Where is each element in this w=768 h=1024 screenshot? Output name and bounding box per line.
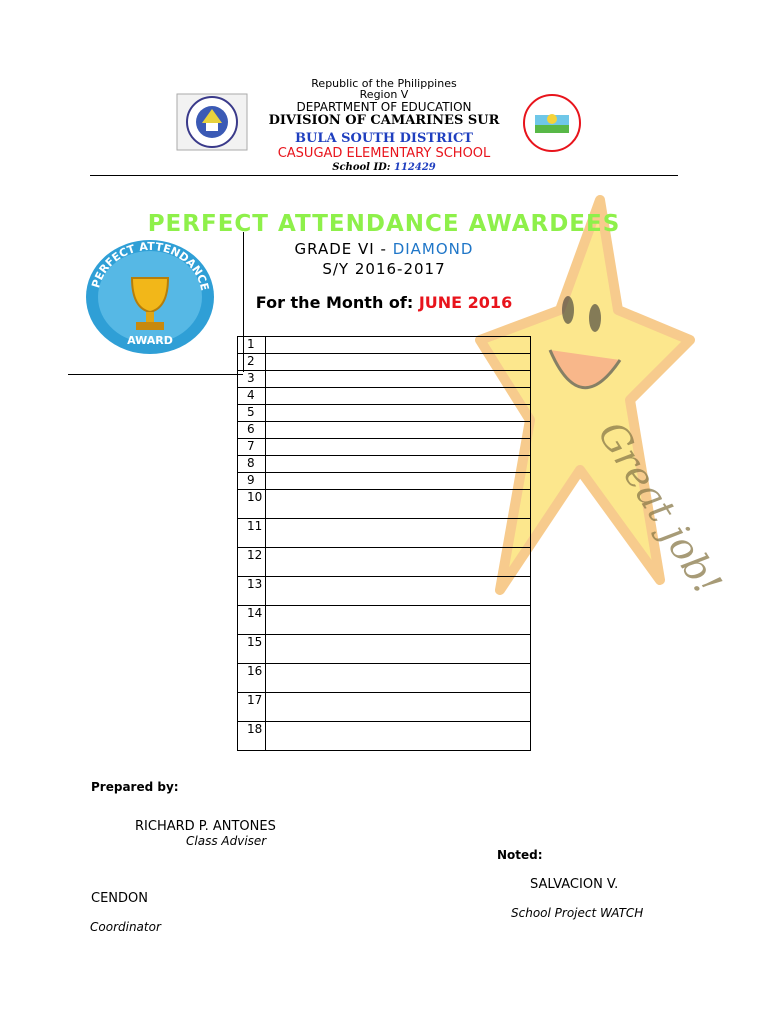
row-number: 18 xyxy=(238,722,266,751)
table-row xyxy=(238,548,531,577)
table-row xyxy=(238,405,531,422)
month-label: For the Month of: xyxy=(255,293,419,312)
row-number: 5 xyxy=(238,405,266,422)
perfect-attendance-badge xyxy=(84,238,216,356)
awardee-name-cell xyxy=(266,606,531,635)
noted-name-cont: CENDON xyxy=(91,891,148,906)
section-name: DIAMOND xyxy=(392,240,474,258)
awardee-name-cell xyxy=(266,337,531,354)
awardee-name-cell xyxy=(266,388,531,405)
badge-top-text: PERFECT ATTENDANCE xyxy=(89,239,212,292)
deped-seal-logo xyxy=(176,93,248,151)
table-row xyxy=(238,577,531,606)
page-title: PERFECT ATTENDANCE AWARDEES xyxy=(147,211,621,237)
row-number: 4 xyxy=(238,388,266,405)
header-divider xyxy=(90,175,678,176)
awardee-name-cell xyxy=(266,456,531,473)
row-number: 10 xyxy=(238,490,266,519)
awardee-name-cell xyxy=(266,371,531,388)
table-row xyxy=(238,693,531,722)
awardee-name-cell xyxy=(266,422,531,439)
noted-label: Noted: xyxy=(497,848,543,862)
noted-role-cont: Coordinator xyxy=(90,920,161,934)
awardee-name-cell xyxy=(266,354,531,371)
awardee-name-cell xyxy=(266,577,531,606)
awardee-name-cell xyxy=(266,519,531,548)
row-number: 2 xyxy=(238,354,266,371)
row-number: 15 xyxy=(238,635,266,664)
awardee-name-cell xyxy=(266,490,531,519)
star-text: Great job! xyxy=(589,413,731,603)
awardee-name-cell xyxy=(266,548,531,577)
prepared-by-label: Prepared by: xyxy=(91,780,179,794)
table-row xyxy=(238,664,531,693)
awardee-name-cell xyxy=(266,405,531,422)
school-year: S/Y 2016-2017 xyxy=(322,260,446,278)
row-number: 16 xyxy=(238,664,266,693)
row-number: 17 xyxy=(238,693,266,722)
school-id-value: 112429 xyxy=(393,162,436,173)
school-id-label: School ID: xyxy=(332,162,391,173)
table-row xyxy=(238,635,531,664)
table-row xyxy=(238,722,531,751)
month-value: JUNE 2016 xyxy=(418,293,513,312)
table-row xyxy=(238,439,531,456)
region-line: Region V xyxy=(359,88,409,101)
row-number: 6 xyxy=(238,422,266,439)
table-row xyxy=(238,422,531,439)
badge-frame-horizontal xyxy=(68,374,243,375)
school-line: CASUGAD ELEMENTARY SCHOOL xyxy=(277,146,491,161)
table-row xyxy=(238,388,531,405)
row-number: 8 xyxy=(238,456,266,473)
table-row xyxy=(238,371,531,388)
table-row xyxy=(238,473,531,490)
noted-role: School Project WATCH xyxy=(511,906,644,920)
awardee-rows xyxy=(238,337,531,751)
adviser-role: Class Adviser xyxy=(186,834,267,848)
row-number: 13 xyxy=(238,577,266,606)
row-number: 1 xyxy=(238,337,266,354)
awardee-name-cell xyxy=(266,722,531,751)
adviser-name: RICHARD P. ANTONES xyxy=(135,819,276,834)
awardee-name-cell xyxy=(266,664,531,693)
table-row xyxy=(238,337,531,354)
table-row xyxy=(238,354,531,371)
school-id-line xyxy=(0,162,768,173)
republic-line: Republic of the Philippines xyxy=(311,77,457,90)
row-number: 12 xyxy=(238,548,266,577)
grade-label: GRADE VI - xyxy=(294,240,393,258)
bula-south-district-logo xyxy=(515,93,590,153)
awardee-name-cell xyxy=(266,693,531,722)
row-number: 9 xyxy=(238,473,266,490)
table-row xyxy=(238,490,531,519)
row-number: 11 xyxy=(238,519,266,548)
row-number: 7 xyxy=(238,439,266,456)
awardee-table xyxy=(237,336,531,751)
noted-name: SALVACION V. xyxy=(530,877,619,892)
awardee-name-cell xyxy=(266,439,531,456)
row-number: 3 xyxy=(238,371,266,388)
awardee-name-cell xyxy=(266,635,531,664)
table-row xyxy=(238,519,531,548)
table-row xyxy=(238,456,531,473)
department-line: DEPARTMENT OF EDUCATION xyxy=(296,100,472,114)
district-line: BULA SOUTH DISTRICT xyxy=(295,131,473,146)
division-line: DIVISION OF CAMARINES SUR xyxy=(268,113,500,128)
row-number: 14 xyxy=(238,606,266,635)
awardee-name-cell xyxy=(266,473,531,490)
table-row xyxy=(238,606,531,635)
badge-bottom-text: AWARD xyxy=(127,334,173,347)
